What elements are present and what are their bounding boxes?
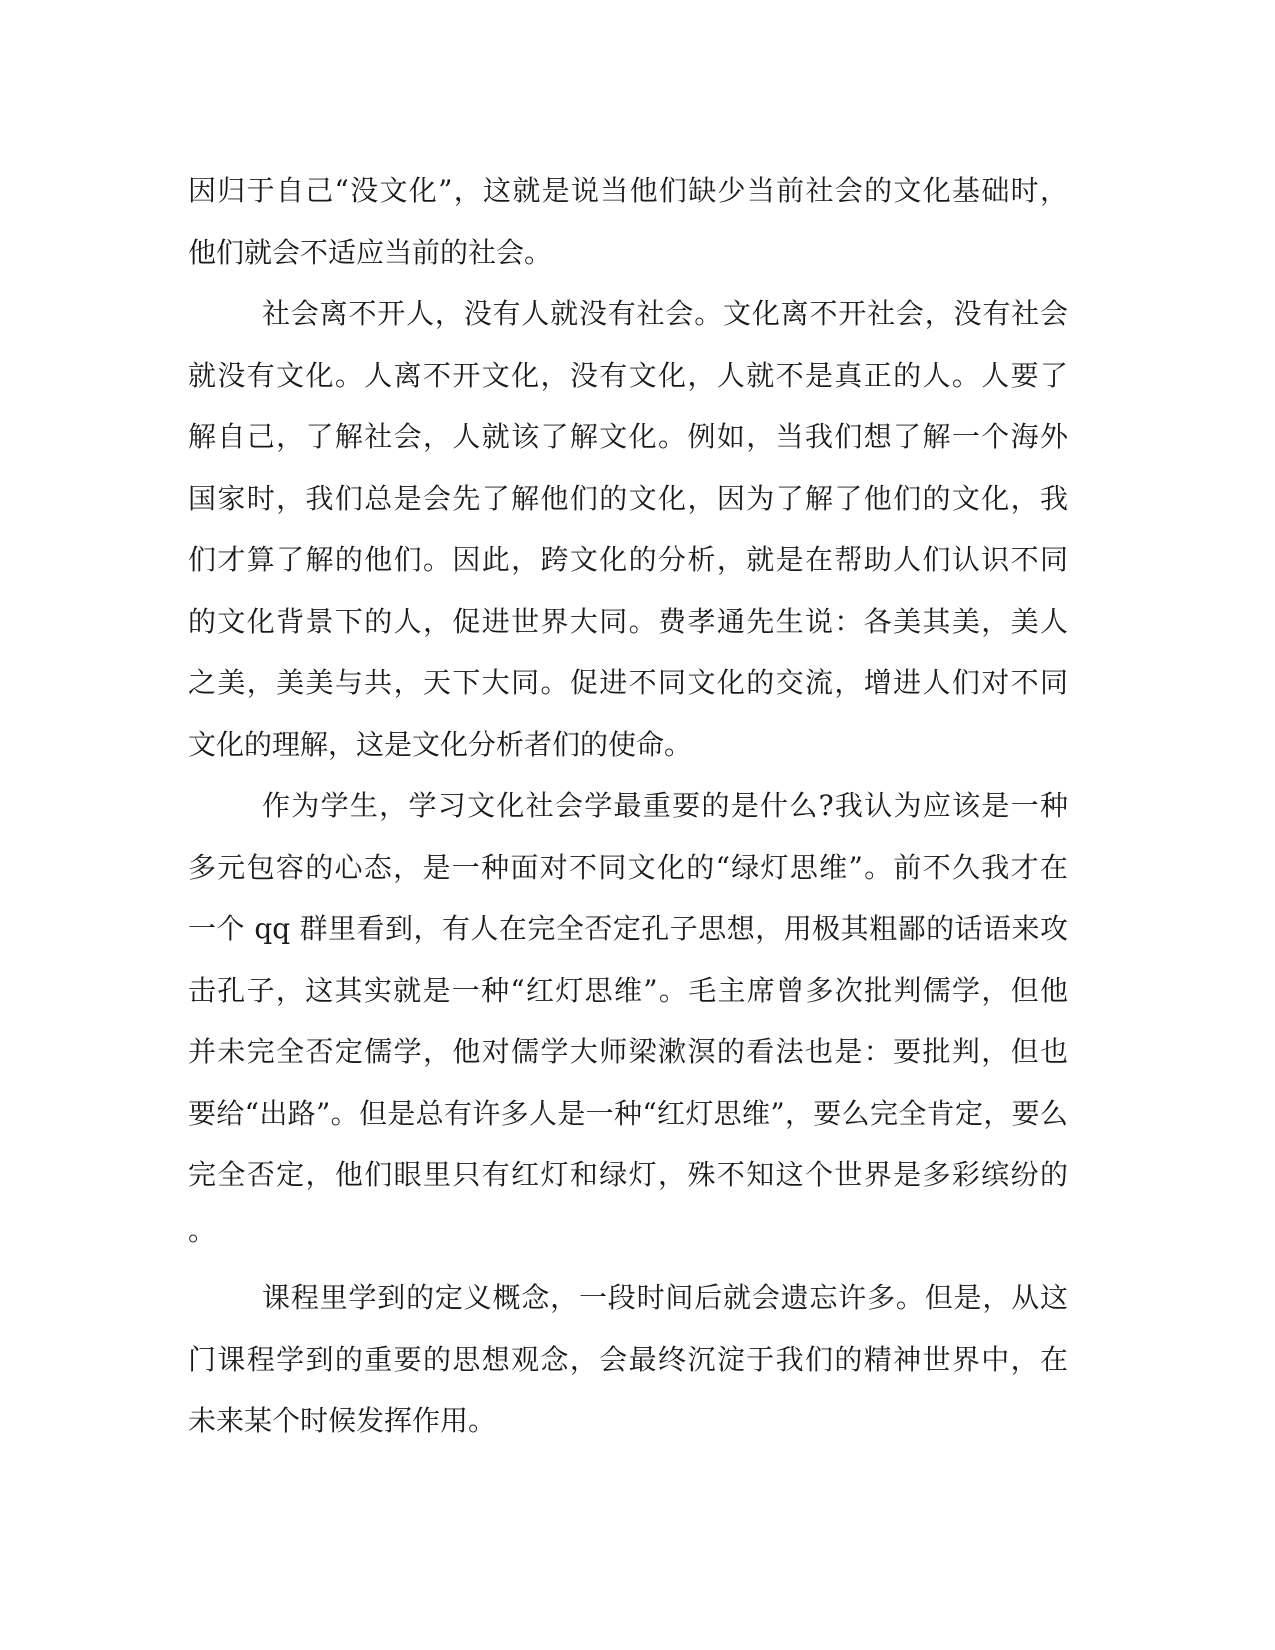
text-line: 他们就会不适应当前的社会。: [188, 235, 553, 269]
text-line: 击孔子，这其实就是一种“红灯思维”。毛主席曾多次批判儒学，但他: [188, 973, 1068, 1007]
text-line: 文化的理解，这是文化分析者们的使命。: [188, 727, 693, 761]
text-line: 一个 qq 群里看到，有人在完全否定孔子思想，用极其粗鄙的话语来攻: [188, 912, 1068, 945]
text-line: 的文化背景下的人，促进世界大同。费孝通先生说：各美其美，美人: [188, 604, 1068, 638]
text-line: 国家时，我们总是会先了解他们的文化，因为了解了他们的文化，我: [188, 481, 1068, 515]
paragraph-start-line: 课程里学到的定义概念，一段时间后就会遗忘许多。但是，从这: [262, 1281, 1068, 1314]
text-line: 完全否定，他们眼里只有红灯和绿灯，殊不知这个世界是多彩缤纷的: [188, 1158, 1068, 1191]
text-line: 多元包容的心态，是一种面对不同文化的“绿灯思维”。前不久我才在: [188, 850, 1068, 884]
text-line: 要给“出路”。但是总有许多人是一种“红灯思维”，要么完全肯定，要么: [188, 1096, 1068, 1130]
text-line: 门课程学到的重要的思想观念，会最终沉淀于我们的精神世界中，在: [188, 1342, 1068, 1376]
text-line: 。: [188, 1213, 217, 1247]
paragraph-start-line: 作为学生，学习文化社会学最重要的是什么?我认为应该是一种: [262, 789, 1068, 822]
text-line: 未来某个时候发挥作用。: [188, 1404, 497, 1437]
text-line: 解自己，了解社会，人就该了解文化。例如，当我们想了解一个海外: [188, 420, 1068, 453]
text-line: 之美，美美与共，天下大同。促进不同文化的交流，增进人们对不同: [188, 666, 1068, 699]
text-line: 因归于自己“没文化”，这就是说当他们缺少当前社会的文化基础时，: [188, 174, 1068, 207]
paragraph-start-line: 社会离不开人，没有人就没有社会。文化离不开社会，没有社会: [262, 297, 1068, 330]
text-line: 们才算了解的他们。因此，跨文化的分析，就是在帮助人们认识不同: [188, 543, 1068, 576]
text-line: 并未完全否定儒学，他对儒学大师梁漱溟的看法也是：要批判，但也: [188, 1035, 1068, 1068]
text-line: 就没有文化。人离不开文化，没有文化，人就不是真正的人。人要了: [188, 358, 1068, 392]
body-text: [188, 160, 1068, 1452]
